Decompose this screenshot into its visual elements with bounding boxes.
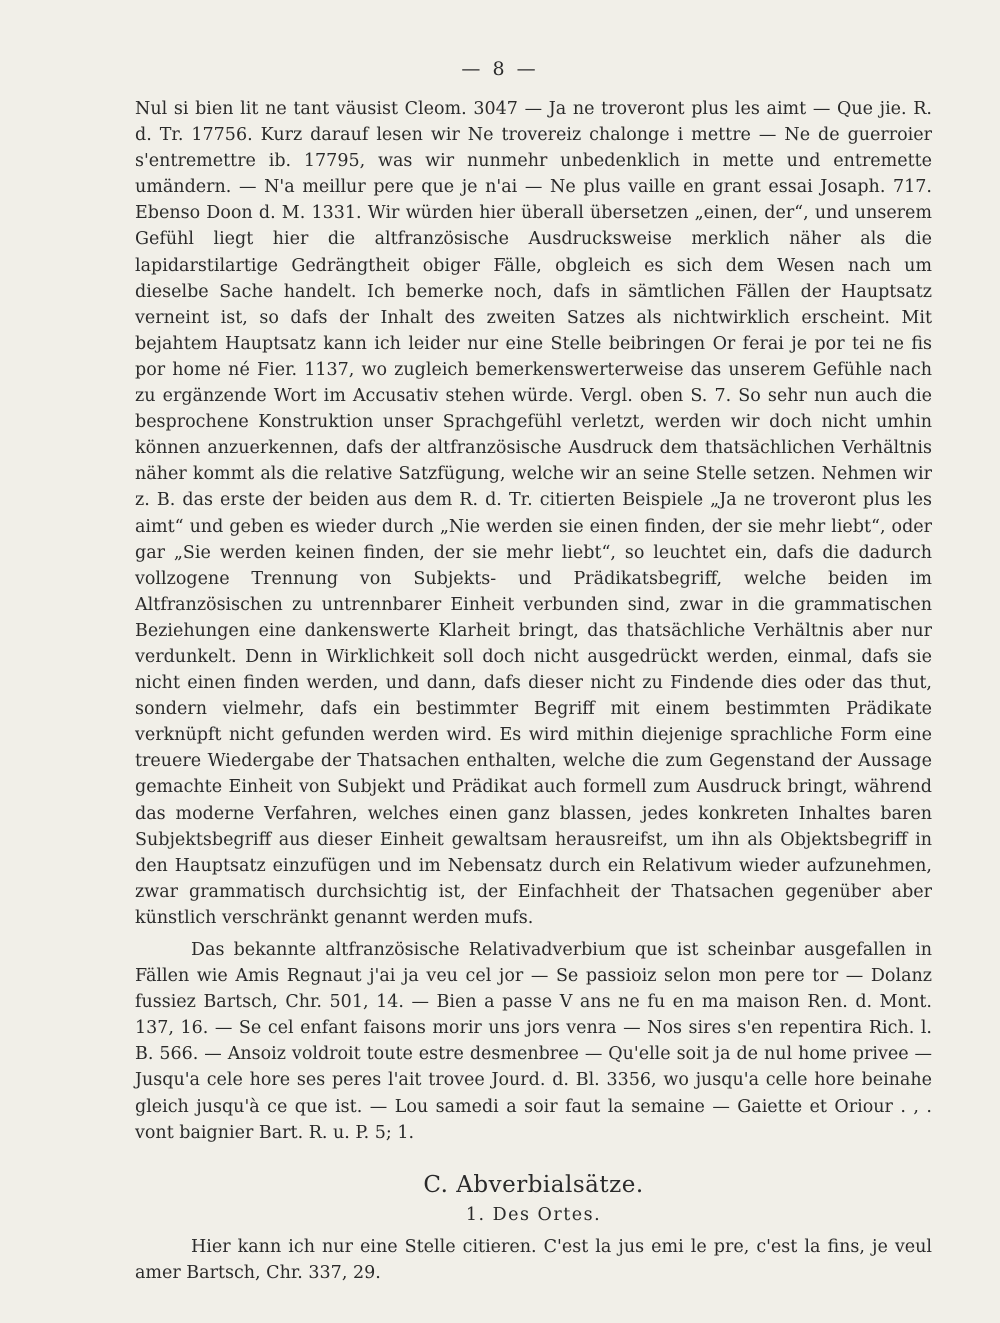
section-title: C. Abverbialsätze. [423, 1171, 644, 1198]
paragraph-3: Hier kann ich nur eine Stelle citieren. C'est la jus emi le pre, c'est la fins, je veul amer Bartsch, Chr. 337, 29. [135, 1236, 932, 1284]
page-number: — 8 — [461, 58, 539, 80]
body-text [135, 96, 932, 1286]
paragraph-1: Nul si bien lit ne tant väusist Cleom. 3047 — Ja ne troveront plus les aimt — Que jie. R. d. Tr. 17756. Kurz darauf lesen wir Ne trovereiz chalonge i mettre — Ne de guerroier s'entremettre ib. 17795, was wir nunmehr unbedenklich in mette und entremette umändern. — N'a meillur pere que je n'ai — Ne plus vaille en grant essai Josaph. 717. Ebenso Doon d. M. 1331. Wir würden hier überall übersetzen „einen, der“, und unserem Gefühl liegt hier die altfranzösische Ausdrucksweise merklich näher als die lapidarstilartige Gedrängtheit obiger Fälle, obgleich es sich dem Wesen nach um dieselbe Sache handelt. Ich bemerke noch, dafs in sämtlichen Fällen der Hauptsatz verneint ist, so dafs der Inhalt des zweiten Satzes als nichtwirklich erscheint. Mit bejahtem Hauptsatz kann ich leider nur eine Stelle beibringen Or ferai je por tei ne fis por home né Fier. 1137, wo zugleich bemerkenswerterweise das unserem Gefühle nach zu ergänzende Wort im Accusativ stehen würde. Vergl. oben S. 7. So sehr nun auch die besprochene Konstruktion unser Sprachgefühl verletzt, werden wir doch nicht umhin können anzuerkennen, dafs der altfranzösische Ausdruck dem thatsächlichen Verhältnis näher kommt als die relative Satzfügung, welche wir an seine Stelle setzen. Nehmen wir z. B. das erste der beiden aus dem R. d. Tr. citierten Beispiele „Ja ne troveront plus les aimt“ und geben es wieder durch „Nie werden sie einen finden, der sie mehr liebt“, oder gar „Sie werden keinen finden, der sie mehr liebt“, so leuchtet ein, dafs die dadurch vollzogene Trennung von Subjekts- und Prädikatsbegriff, welche beiden im Altfranzösischen zu untrennbarer Einheit verbunden sind, zwar in die grammatischen Beziehungen eine dankenswerte Klarheit bringt, das thatsächliche Verhältnis aber nur verdunkelt. Denn in Wirklichkeit soll doch nicht ausgedrückt werden, einmal, dafs sie nicht einen finden werden, und dann, dafs dieser nicht zu Findende dies oder das thut, sondern vielmehr, dafs ein bestimmter Begriff mit einem bestimmten Prädikate verknüpft nicht gefunden werden wird. Es wird mithin diejenige sprachliche Form eine treuere Wiedergabe der Thatsachen enthalten, welche die zum Gegenstand der Aussage gemachte Einheit von Subjekt und Prädikat auch formell zum Ausdruck bringt, während das moderne Verfahren, welches einen ganz blassen, jedes konkreten Inhaltes baren Subjektsbegriff aus dieser Einheit gewaltsam herausreifst, um ihn als Objektsbegriff in den Hauptsatz einzufügen und im Nebensatz durch ein Relativum wieder aufzunehmen, zwar grammatisch durchsichtig ist, der Einfachheit der Thatsachen gegenüber aber künstlich verschränkt genannt werden mufs. [135, 99, 932, 928]
paragraph-2: Das bekannte altfranzösische Relativadverbium que ist scheinbar ausgefallen in Fällen wie Amis Regnaut j'ai ja veu cel jor — Se passioiz selon mon pere tor — Dolanz fussiez Bartsch, Chr. 501, 14. — Bien a passe V ans ne fu en ma maison Ren. d. Mont. 137, 16. — Se cel enfant faisons morir uns jors venra — Nos sires s'en repentira Rich. l. B. 566. — Ansoiz voldroit toute estre desmenbree — Qu'elle soit ja de nul home privee — Jusqu'a cele hore ses peres l'ait trovee Jourd. d. Bl. 3356, wo jusqu'a celle hore beinahe gleich jusqu'à ce que ist. — Lou samedi a soir faut la semaine — Gaiette et Oriour . , . vont baignier Bart. R. u. P. 5; 1. [135, 940, 932, 1143]
subsection-title: 1. Des Ortes. [465, 1204, 602, 1225]
